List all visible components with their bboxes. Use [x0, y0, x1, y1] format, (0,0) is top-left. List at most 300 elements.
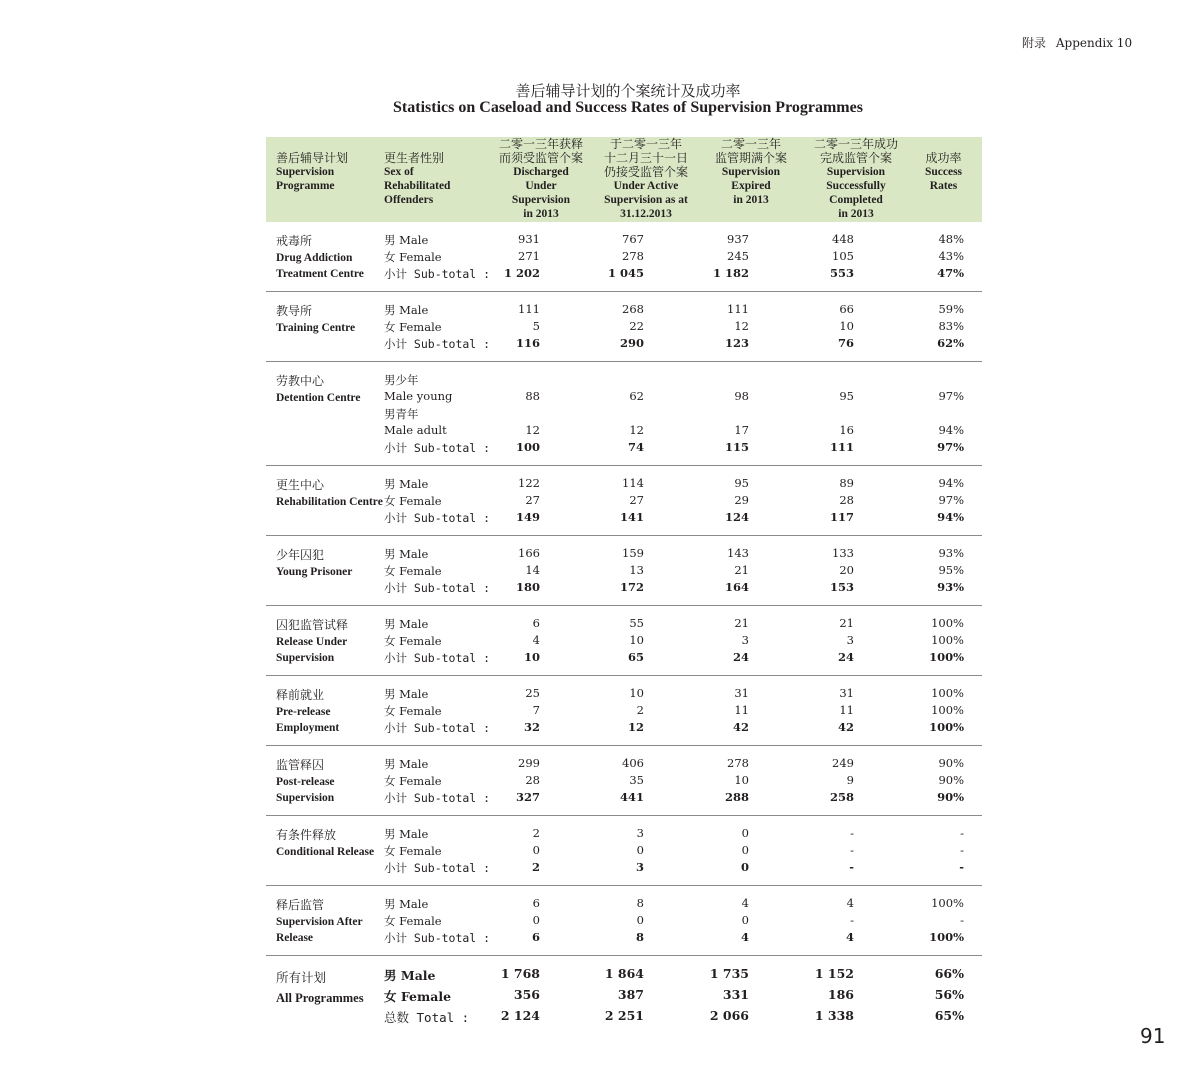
value-cell: 35	[629, 773, 644, 787]
value-cell: 97%	[938, 389, 964, 403]
sex-label: 女 Female	[384, 844, 442, 858]
programme-name-en: Young Prisoner	[276, 566, 353, 578]
table-row	[266, 773, 982, 790]
column-header-zh: 二零一三年	[720, 137, 781, 151]
header-zh: 附录	[1022, 36, 1047, 50]
value-cell: 0	[741, 913, 749, 927]
value-cell: 111	[829, 440, 854, 454]
value-cell: 6	[532, 896, 540, 910]
value-cell: 31	[734, 686, 749, 700]
sex-label: 男 Male	[384, 477, 429, 491]
value-cell: 11	[839, 703, 854, 717]
sex-label: 女 Female	[384, 914, 442, 928]
value-cell: 441	[619, 790, 644, 804]
column-header-en: Successfully	[826, 180, 886, 192]
table-row	[266, 249, 982, 266]
sex-label: 女 Female	[384, 704, 442, 718]
table-body	[266, 222, 982, 956]
sex-label: 女 Female	[384, 989, 452, 1004]
value-cell: 149	[515, 510, 540, 524]
column-header-zh: 更生者性别	[384, 151, 445, 165]
value-cell: 331	[722, 987, 749, 1002]
table-row	[266, 546, 982, 563]
value-cell: 24	[732, 650, 749, 664]
table-row	[266, 563, 982, 580]
column-header-en: Rehabilitated	[384, 180, 451, 192]
table-row	[266, 493, 982, 510]
column-header-zh: 仍接受监管个案	[603, 165, 688, 179]
subtotal-row	[266, 266, 982, 283]
value-cell: 10	[523, 650, 540, 664]
programme-name-en: Supervision After Release	[276, 916, 363, 944]
value-cell: 12	[734, 319, 749, 333]
page-number: 91	[1140, 1024, 1166, 1048]
value-cell: 100%	[929, 720, 964, 734]
value-cell: 28	[839, 493, 854, 507]
column-header-en: Under Active	[613, 180, 679, 192]
column-header-zh: 成功率	[925, 151, 962, 165]
value-cell: 258	[829, 790, 854, 804]
sex-label: 小计 Sub-total :	[384, 441, 491, 455]
sex-label: 小计 Sub-total :	[384, 791, 491, 805]
value-cell: 6	[532, 616, 540, 630]
column-header-zh: 二零一三年成功	[813, 137, 898, 151]
column-header-en: Completed	[829, 194, 883, 206]
programme-name-en: Conditional Release	[276, 846, 375, 858]
value-cell: 10	[629, 633, 644, 647]
value-cell: 74	[627, 440, 644, 454]
column-header-en: Offenders	[384, 194, 434, 206]
value-cell: 32	[523, 720, 540, 734]
value-cell: 24	[837, 650, 854, 664]
programme-name-zh: 劳教中心	[276, 374, 325, 388]
value-cell: 124	[724, 510, 749, 524]
value-cell: 356	[513, 987, 540, 1002]
value-cell: 278	[622, 249, 644, 263]
sex-label: 小计 Sub-total :	[384, 861, 491, 875]
value-cell: 98	[734, 389, 749, 403]
value-cell: 115	[724, 440, 749, 454]
value-cell: 62	[629, 389, 644, 403]
column-header-zh: 而须受监管个案	[498, 151, 583, 165]
subtotal-row	[266, 580, 982, 597]
table-row	[266, 616, 982, 633]
value-cell: 290	[619, 336, 644, 350]
totals-name-en: All Programmes	[276, 991, 364, 1005]
programme-group	[266, 362, 982, 466]
programme-group	[266, 816, 982, 886]
sex-label: 女 Female	[384, 774, 442, 788]
value-cell: 0	[741, 843, 749, 857]
sex-label: 小计 Sub-total :	[384, 511, 491, 525]
table-row	[266, 686, 982, 703]
value-cell: 8	[636, 896, 644, 910]
subtotal-row	[266, 510, 982, 527]
header-en: Appendix 10	[1055, 36, 1133, 50]
value-cell: 20	[839, 563, 854, 577]
programme-name-zh: 囚犯监管试释	[276, 618, 349, 632]
programme-group	[266, 886, 982, 956]
sex-label: 男 Male	[384, 687, 429, 701]
value-cell: -	[959, 860, 964, 874]
value-cell: 95	[734, 476, 749, 490]
value-cell: 186	[827, 987, 854, 1002]
table-totals	[266, 956, 982, 1029]
sex-label: 男 Male	[384, 233, 429, 247]
value-cell: 0	[636, 843, 644, 857]
value-cell: 4	[740, 930, 749, 944]
value-cell: 122	[518, 476, 540, 490]
table-row	[266, 372, 982, 389]
column-header-zh: 善后辅导计划	[276, 151, 349, 165]
value-cell: 4	[532, 633, 540, 647]
value-cell: 94%	[938, 476, 964, 490]
value-cell: -	[849, 860, 854, 874]
sex-label: 男 Male	[384, 303, 429, 317]
totals-name-zh: 所有计划	[276, 970, 327, 985]
value-cell: 90%	[937, 790, 964, 804]
value-cell: 7	[532, 703, 540, 717]
value-cell: 245	[727, 249, 749, 263]
value-cell: 159	[622, 546, 644, 560]
value-cell: 94%	[938, 423, 964, 437]
value-cell: 1 338	[814, 1008, 854, 1023]
column-header-en: Rates	[929, 180, 958, 192]
totals-group	[266, 956, 982, 1029]
value-cell: 180	[515, 580, 540, 594]
value-cell: 2 066	[709, 1008, 749, 1023]
table-row	[266, 302, 982, 319]
programme-group	[266, 676, 982, 746]
value-cell: -	[850, 913, 854, 927]
value-cell: 111	[727, 302, 749, 316]
subtotal-row	[266, 336, 982, 353]
sex-label: 男 Male	[384, 757, 429, 771]
column-header-en: Supervision	[511, 194, 571, 206]
sex-label: 男 Male	[384, 897, 429, 911]
value-cell: -	[850, 826, 854, 840]
column-header	[911, 151, 976, 193]
value-cell: 1 152	[814, 966, 854, 981]
table-row	[266, 913, 982, 930]
value-cell: 116	[515, 336, 540, 350]
subtotal-row	[266, 790, 982, 807]
table-row	[266, 633, 982, 650]
value-cell: 133	[832, 546, 854, 560]
value-cell: 12	[627, 720, 644, 734]
value-cell: 299	[518, 756, 540, 770]
value-cell: 42	[837, 720, 854, 734]
value-cell: 17	[734, 423, 749, 437]
column-header	[496, 137, 586, 221]
value-cell: 166	[518, 546, 540, 560]
column-header-zh: 二零一三年获释	[498, 137, 583, 151]
table-row	[266, 319, 982, 336]
value-cell: -	[850, 843, 854, 857]
sex-label: 小计 Sub-total :	[384, 931, 491, 945]
value-cell: 6	[531, 930, 540, 944]
value-cell: 5	[532, 319, 540, 333]
value-cell: 83%	[938, 319, 964, 333]
value-cell: 97%	[937, 440, 964, 454]
subtotal-row	[266, 930, 982, 947]
value-cell: 1 045	[607, 266, 644, 280]
value-cell: 4	[846, 896, 854, 910]
sex-label: 小计 Sub-total :	[384, 721, 491, 735]
programme-group	[266, 606, 982, 676]
value-cell: 117	[829, 510, 854, 524]
table-row	[266, 826, 982, 843]
table-header	[266, 137, 982, 222]
value-cell: 93%	[938, 546, 964, 560]
value-cell: 13	[629, 563, 644, 577]
value-cell: 1 202	[503, 266, 540, 280]
column-header-en: Supervision	[721, 166, 781, 178]
value-cell: 28	[525, 773, 540, 787]
totals-row	[266, 987, 982, 1008]
value-cell: 2 124	[500, 1008, 540, 1023]
value-cell: 43%	[938, 249, 964, 263]
value-cell: 553	[829, 266, 854, 280]
programme-group	[266, 536, 982, 606]
subtotal-row	[266, 440, 982, 457]
column-header-en: Supervision	[826, 166, 886, 178]
value-cell: 164	[724, 580, 749, 594]
value-cell: 65	[627, 650, 644, 664]
sex-label: 女 Female	[384, 634, 442, 648]
value-cell: -	[960, 843, 964, 857]
subtotal-row	[266, 650, 982, 667]
value-cell: 268	[622, 302, 644, 316]
value-cell: 27	[525, 493, 540, 507]
value-cell: 90%	[938, 756, 964, 770]
table-row	[266, 756, 982, 773]
column-header	[276, 151, 381, 193]
value-cell: 16	[839, 423, 854, 437]
value-cell: 1 864	[604, 966, 644, 981]
programme-name-zh: 释后监管	[276, 898, 325, 912]
value-cell: -	[960, 826, 964, 840]
column-header	[806, 137, 906, 221]
value-cell: 4	[845, 930, 854, 944]
value-cell: 143	[727, 546, 749, 560]
value-cell: 0	[532, 913, 540, 927]
programme-name-en: Rehabilitation Centre	[276, 496, 383, 508]
programme-name-zh: 释前就业	[276, 688, 325, 702]
value-cell: 8	[635, 930, 644, 944]
value-cell: 10	[734, 773, 749, 787]
value-cell: 9	[846, 773, 854, 787]
sex-label: 男少年	[384, 373, 419, 387]
column-header	[384, 151, 494, 207]
value-cell: 95	[839, 389, 854, 403]
table-row	[266, 703, 982, 720]
value-cell: 100%	[931, 686, 964, 700]
value-cell: 100%	[931, 896, 964, 910]
column-header	[706, 137, 796, 207]
value-cell: 172	[619, 580, 644, 594]
totals-row	[266, 966, 982, 987]
sex-label: 小计 Sub-total :	[384, 337, 491, 351]
programme-name-en: Detention Centre	[276, 392, 361, 404]
sex-label: 男青年	[384, 407, 419, 421]
value-cell: 95%	[938, 563, 964, 577]
column-header-en: Programme	[276, 180, 335, 192]
running-header	[1022, 34, 1132, 51]
table-row	[266, 843, 982, 860]
column-header-en: Under	[525, 180, 557, 192]
column-header-en: 31.12.2013	[620, 208, 672, 220]
value-cell: 2	[636, 703, 644, 717]
value-cell: 931	[518, 232, 540, 246]
value-cell: 0	[740, 860, 749, 874]
sex-label: 女 Female	[384, 564, 442, 578]
table-row	[266, 406, 982, 423]
value-cell: 59%	[938, 302, 964, 316]
column-header	[591, 137, 701, 221]
programme-name-zh: 教导所	[276, 304, 313, 318]
programme-name-en: Drug Addiction Treatment Centre	[276, 252, 364, 280]
column-header-en: Supervision as at	[604, 194, 688, 206]
value-cell: 27	[629, 493, 644, 507]
value-cell: 42	[732, 720, 749, 734]
value-cell: 141	[619, 510, 644, 524]
value-cell: 25	[525, 686, 540, 700]
value-cell: 2	[532, 826, 540, 840]
value-cell: 767	[622, 232, 644, 246]
value-cell: 114	[622, 476, 644, 490]
programme-name-zh: 少年囚犯	[276, 548, 325, 562]
sex-label: 女 Female	[384, 320, 442, 334]
column-header-en: Discharged	[513, 166, 569, 178]
value-cell: 100%	[929, 650, 964, 664]
value-cell: 93%	[937, 580, 964, 594]
grand-total-row	[266, 1008, 982, 1029]
programme-name-en: Pre-release Employment	[276, 706, 340, 734]
value-cell: 88	[525, 389, 540, 403]
sex-label: 女 Female	[384, 250, 442, 264]
value-cell: 100%	[931, 616, 964, 630]
programme-name-zh: 有条件释放	[276, 828, 337, 842]
column-header-en: Expired	[731, 180, 771, 192]
value-cell: 1 768	[500, 966, 540, 981]
column-header-en: Sex of	[384, 166, 414, 178]
value-cell: 100	[515, 440, 540, 454]
value-cell: 1 182	[712, 266, 749, 280]
table-row	[266, 389, 982, 406]
value-cell: 271	[518, 249, 540, 263]
table-row	[266, 423, 982, 440]
value-cell: 11	[734, 703, 749, 717]
column-header-zh: 监管期满个案	[714, 151, 787, 165]
programme-group	[266, 466, 982, 536]
value-cell: 3	[846, 633, 854, 647]
programme-name-en: Release Under Supervision	[276, 636, 348, 664]
sex-label: Male young	[384, 389, 453, 403]
programme-name-zh: 戒毒所	[276, 234, 313, 248]
value-cell: 0	[741, 826, 749, 840]
value-cell: 100%	[931, 703, 964, 717]
value-cell: 94%	[937, 510, 964, 524]
programme-group	[266, 222, 982, 292]
subtotal-row	[266, 720, 982, 737]
value-cell: 66	[839, 302, 854, 316]
value-cell: 448	[832, 232, 854, 246]
column-header-zh: 于二零一三年	[609, 137, 682, 151]
sex-label: 男 Male	[384, 617, 429, 631]
value-cell: 12	[525, 423, 540, 437]
sex-label: 小计 Sub-total :	[384, 581, 491, 595]
value-cell: 29	[734, 493, 749, 507]
value-cell: 90%	[938, 773, 964, 787]
value-cell: 10	[629, 686, 644, 700]
sex-label: 总数 Total :	[384, 1010, 470, 1025]
column-header-en: in 2013	[733, 194, 769, 206]
sex-label: 女 Female	[384, 494, 442, 508]
sex-label: 男 Male	[384, 827, 429, 841]
sex-label: 小计 Sub-total :	[384, 267, 491, 281]
column-header-en: Success	[924, 166, 963, 178]
programme-group	[266, 746, 982, 816]
value-cell: 56%	[934, 987, 964, 1002]
programme-name-en: Training Centre	[276, 322, 356, 334]
value-cell: 76	[837, 336, 854, 350]
value-cell: 111	[518, 302, 540, 316]
value-cell: 66%	[934, 966, 964, 981]
sex-label: 小计 Sub-total :	[384, 651, 491, 665]
value-cell: 3	[741, 633, 749, 647]
value-cell: 249	[832, 756, 854, 770]
value-cell: 278	[727, 756, 749, 770]
value-cell: 406	[622, 756, 644, 770]
value-cell: 4	[741, 896, 749, 910]
value-cell: -	[960, 913, 964, 927]
value-cell: 100%	[931, 633, 964, 647]
value-cell: 327	[515, 790, 540, 804]
column-header-en: in 2013	[838, 208, 874, 220]
column-header-en: in 2013	[523, 208, 559, 220]
value-cell: 12	[629, 423, 644, 437]
value-cell: 97%	[938, 493, 964, 507]
value-cell: 47%	[937, 266, 964, 280]
value-cell: 31	[839, 686, 854, 700]
table-row	[266, 232, 982, 249]
value-cell: 3	[635, 860, 644, 874]
value-cell: 3	[636, 826, 644, 840]
value-cell: 55	[629, 616, 644, 630]
value-cell: 2 251	[604, 1008, 644, 1023]
value-cell: 22	[629, 319, 644, 333]
programme-name-zh: 监管释囚	[276, 758, 325, 772]
value-cell: 2	[531, 860, 540, 874]
value-cell: 65%	[934, 1008, 964, 1023]
value-cell: 10	[839, 319, 854, 333]
value-cell: 288	[724, 790, 749, 804]
value-cell: 89	[839, 476, 854, 490]
value-cell: 21	[734, 563, 749, 577]
column-header-zh: 完成监管个案	[819, 151, 892, 165]
value-cell: 0	[532, 843, 540, 857]
statistics-table	[266, 137, 982, 1029]
page-title-zh: 善后辅导计划的个案统计及成功率	[515, 82, 741, 100]
value-cell: 21	[734, 616, 749, 630]
value-cell: 0	[636, 913, 644, 927]
value-cell: 387	[617, 987, 644, 1002]
value-cell: 62%	[937, 336, 964, 350]
value-cell: 937	[727, 232, 749, 246]
table-row	[266, 896, 982, 913]
value-cell: 153	[829, 580, 854, 594]
